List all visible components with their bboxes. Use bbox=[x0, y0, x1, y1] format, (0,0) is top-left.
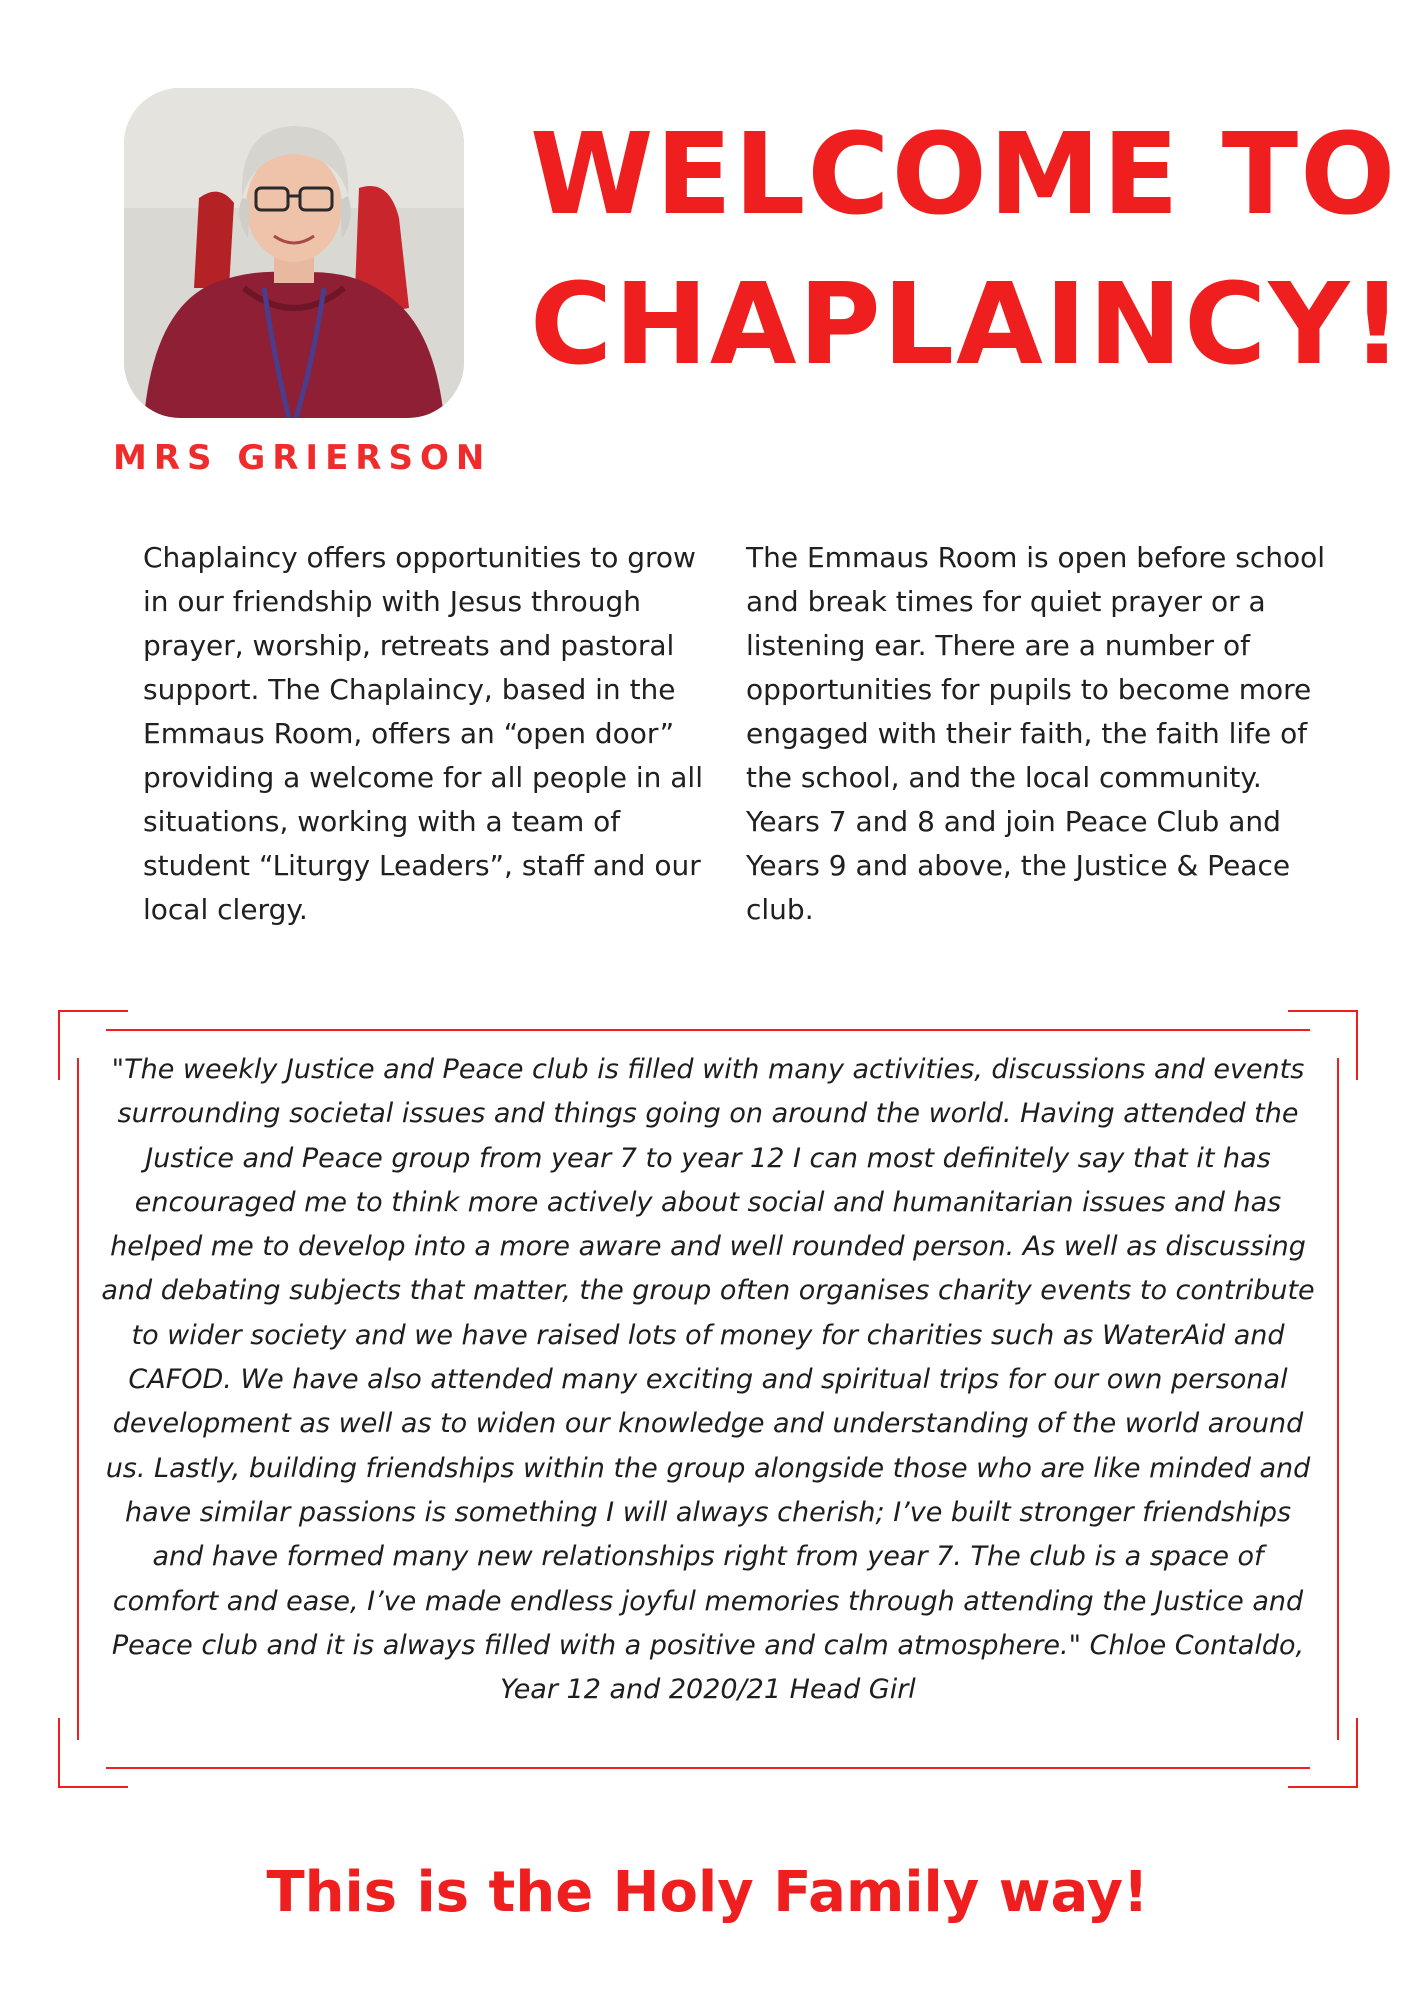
title-line-1: WELCOME TO bbox=[530, 110, 1398, 240]
title-line-2: CHAPLAINCY! bbox=[530, 260, 1405, 390]
portrait-photo bbox=[124, 88, 464, 418]
intro-paragraph-right: The Emmaus Room is open before school and break times for quiet prayer or a listening ear. There are a number of opportunities for pupils to become more engaged with their faith, the faith life of the school, and the local community. Years 7 and 8 and join Peace Club and Years 9 and above, the Justice & Peace club. bbox=[746, 541, 1326, 926]
intro-paragraph-left: Chaplaincy offers opportunities to grow in our friendship with Jesus through prayer, worship, retreats and pastoral support. The Chaplaincy, based in the Emmaus Room, offers an “open door” providing a welcome for all people in all situations, working with a team of student “Liturgy Leaders”, staff and our local clergy. bbox=[143, 541, 703, 926]
chaplain-portrait bbox=[124, 88, 464, 418]
page-title bbox=[530, 100, 1405, 400]
student-testimonial: "The weekly Justice and Peace club is filled with many activities, discussions and events surrounding societal issues and things going on around the world. Having attended the Justice and Peace group from year 7 to year 12 I can most definitely say that it has encouraged me to think more actively about social and humanitarian issues and has helped me to develop into a more aware and well rounded person. As well as discussing and debating subjects that matter, the group often organises charity events to contribute to wider society and we have raised lots of money for charities such as WaterAid and CAFOD. We have also attended many exciting and spiritual trips for our own personal development as well as to widen our knowledge and understanding of the world around us. Lastly, building friendships within the group alongside those who are like minded and have similar passions is something I will always cherish; I’ve built stronger friendships and have formed many new relationships right from year 7. The club is a space of comfort and ease, I’ve made endless joyful memories through attending the Justice and Peace club and it is always filled with a positive and calm atmosphere." Chloe Contaldo, Year 12 and 2020/21 Head Girl bbox=[101, 1054, 1315, 1706]
chaplain-name: MRS GRIERSON bbox=[113, 438, 492, 478]
school-motto: This is the Holy Family way! bbox=[266, 1860, 1149, 1925]
